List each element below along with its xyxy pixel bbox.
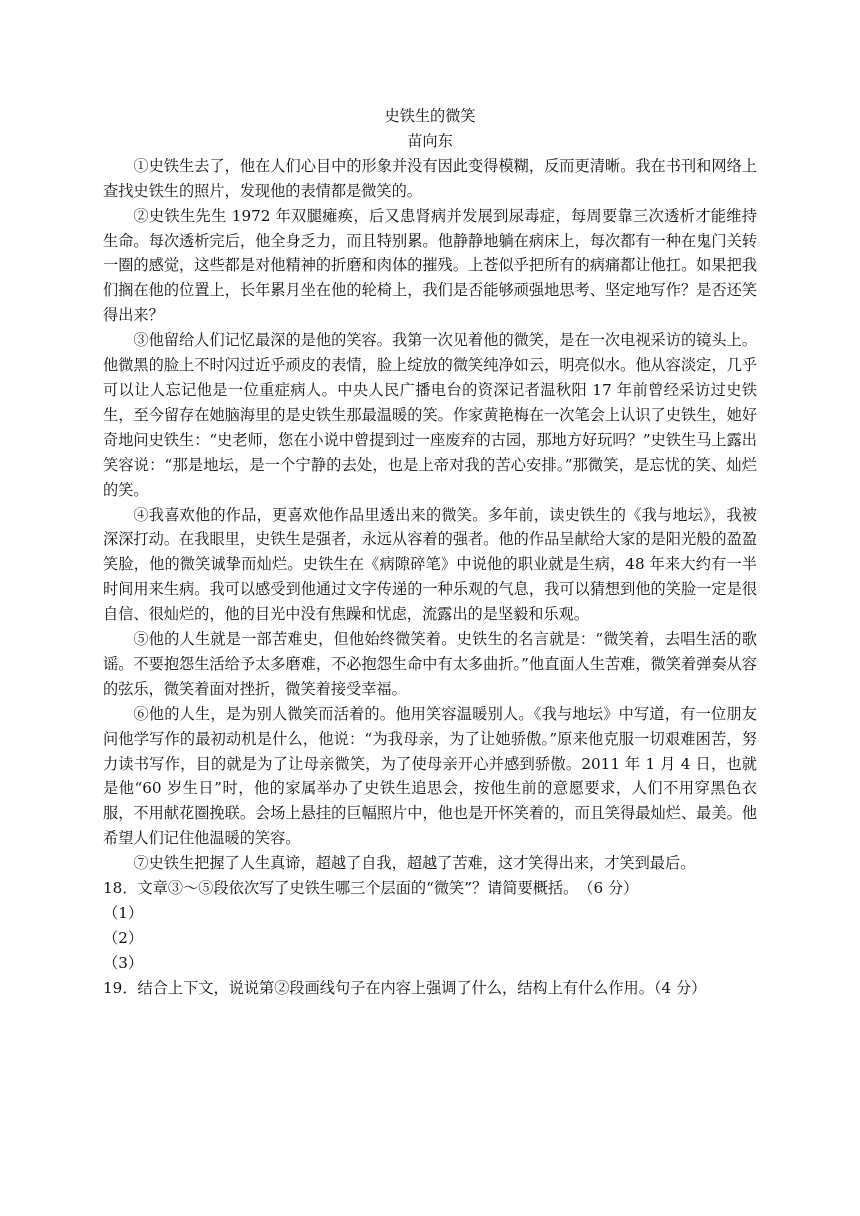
paragraph-2: ②史铁生先生 1972 年双腿瘫痪，后又患肾病并发展到尿毒症，每周要靠三次透析才能维持生命。每次透析完后，他全身乏力，而且特别累。他静静地躺在病床上，每次都有一种在鬼门关转一圈的感觉，这些都是对他精神的折磨和肉体的摧残。上苍似乎把所有的病痛都让他扛。如果把我们搁在他的位置上，长年累月坐在他的轮椅上，我们是否能够顽强地思考、坚定地写作？是否还笑得出来？ — [103, 206, 757, 325]
answer-line-2: （2） — [103, 928, 144, 947]
article-title: 史铁生的微笑 — [384, 107, 476, 125]
paragraph-5: ⑤他的人生就是一部苦难史，但他始终微笑着。史铁生的名言就是：“微笑着，去唱生活的歌谣。不要抱怨生活给予太多磨难，不必抱怨生命中有太多曲折。”他直面人生苦难，微笑着弹奏从容的弦乐，微笑着面对挫折，微笑着接受幸福。 — [103, 630, 757, 698]
paragraph-4: ④我喜欢他的作品，更喜欢他作品里透出来的微笑。多年前，读史铁生的《我与地坛》，我被深深打动。在我眼里，史铁生是强者，永远从容着的强者。他的作品呈献给大家的是阳光般的盈盈笑脸，他的微笑诚挚而灿烂。史铁生在《病隙碎笔》中说他的职业就是生病，48 年来大约有一半时间用来生病。我可以感受到他通过文字传递的一种乐观的气息，我可以猜想到他的笑脸一定是很自信、很灿烂的，他的目光中没有焦躁和忧虑，流露出的是坚毅和乐观。 — [103, 505, 757, 624]
document-page — [103, 104, 757, 1001]
answer-line-3: （3） — [103, 953, 144, 972]
paragraph-1: ①史铁生去了，他在人们心目中的形象并没有因此变得模糊，反而更清晰。我在书刊和网络上查找史铁生的照片，发现他的表情都是微笑的。 — [103, 156, 757, 200]
answer-line-1: （1） — [103, 904, 144, 922]
paragraph-7: ⑦史铁生把握了人生真谛，超越了自我，超越了苦难，这才笑得出来，才笑到最后。 — [133, 854, 696, 873]
article-author: 苗向东 — [407, 131, 453, 150]
paragraph-3: ③他留给人们记忆最深的是他的笑容。我第一次见着他的微笑，是在一次电视采访的镜头上。他微黑的脸上不时闪过近乎顽皮的表情，脸上绽放的微笑纯净如云，明亮似水。他从容淡定，几乎可以让人忘记他是一位重症病人。中央人民广播电台的资深记者温秋阳 17 年前曾经采访过史铁生，至今留存在她脑海里的是史铁生那最温暖的笑。作家黄艳梅在一次笔会上认识了史铁生，她好奇地问史铁生：“史老师，您在小说中曾提到过一座废弃的古园，那地方好玩吗？”史铁生马上露出笑容说：“那是地坛，是一个宁静的去处，也是上帝对我的苦心安排。”那微笑，是忘忧的笑、灿烂的笑。 — [103, 331, 757, 499]
paragraph-6: ⑥他的人生，是为别人微笑而活着的。他用笑容温暖别人。《我与地坛》中写道，有一位朋友问他学写作的最初动机是什么，他说：“为我母亲，为了让她骄傲。”原来他克服一切艰难困苦，努力读书写作，目的就是为了让母亲微笑，为了使母亲开心并感到骄傲。2011 年 1 月 4 日，也就是他“60 岁生日”时，他的家属举办了史铁生追思会，按他生前的意愿要求，人们不用穿黑色衣服，不用献花圈挽联。会场上悬挂的巨幅照片中，他也是开怀笑着的，而且笑得最灿烂、最美。他希望人们记住他温暖的笑容。 — [103, 704, 757, 848]
question-18: 18．文章③～⑤段依次写了史铁生哪三个层面的“微笑”？请简要概括。 （6 分） — [103, 879, 639, 898]
question-19: 19．结合上下文，说说第②段画线句子在内容上强调了什么，结构上有什么作用。（4 分） — [103, 978, 707, 997]
